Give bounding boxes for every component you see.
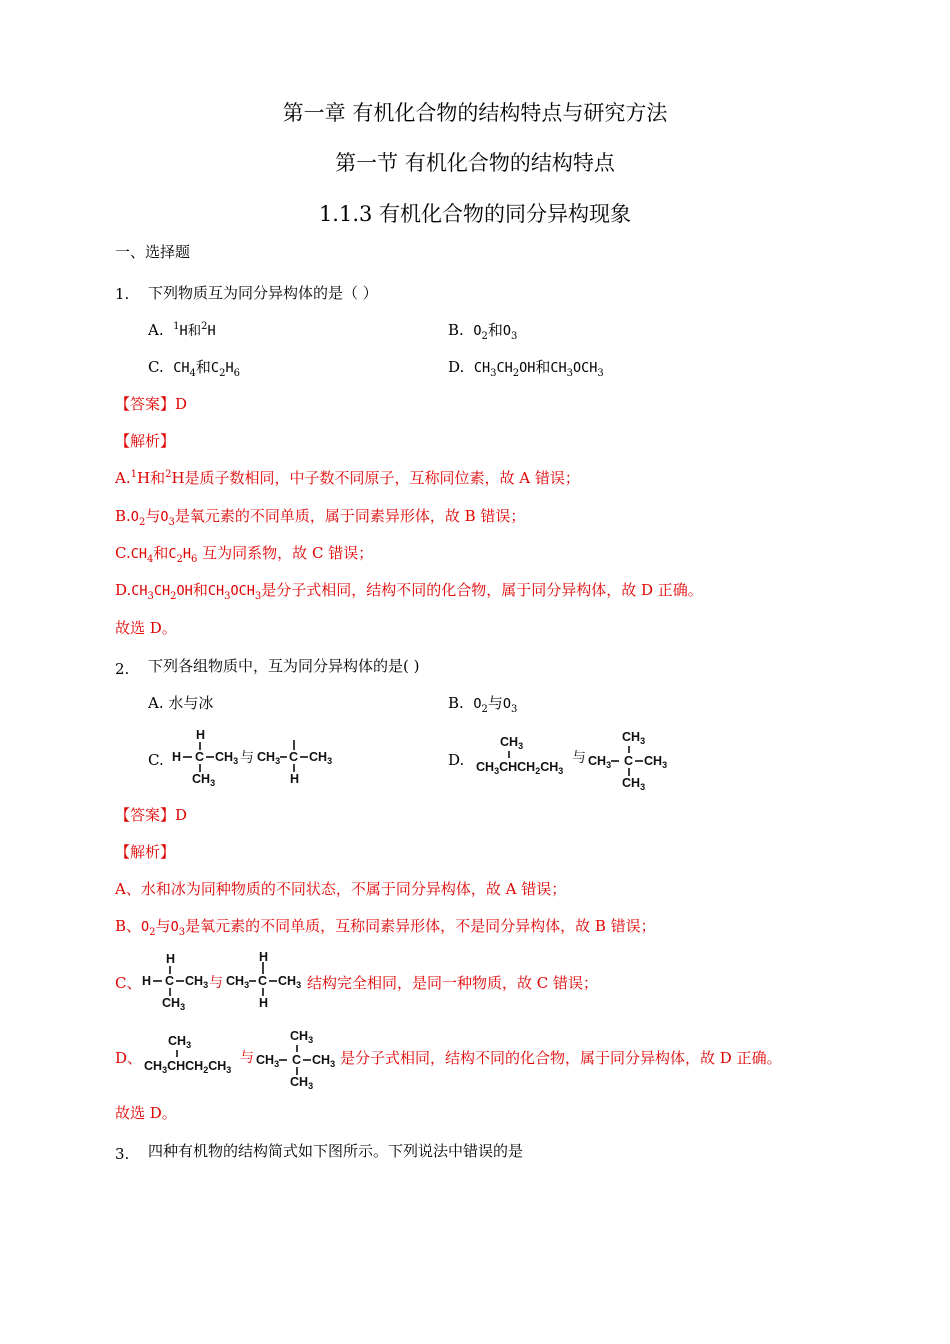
atom-label: $CH_3$ bbox=[622, 776, 646, 792]
question-number: 2. bbox=[115, 660, 130, 678]
explanation-c: $C.CH_4$和$C_2H_6$ 互为同系物，故 C 错误； bbox=[115, 544, 374, 565]
with-label: 与 bbox=[240, 750, 254, 766]
option-d-label: D. bbox=[448, 751, 465, 769]
atom-label: H bbox=[166, 952, 176, 966]
explanation-a: A、水和冰为同种物质的不同状态，不属于同分异构体，故 A 错误； bbox=[115, 880, 567, 898]
explanation-b: $B.O_2$与$O_3$是氧元素的不同单质，属于同素异形体，故 B 错误； bbox=[115, 507, 526, 528]
atom-label: C bbox=[195, 750, 205, 764]
with-label: 与 bbox=[572, 750, 586, 766]
atom-label: $CH_3$ bbox=[226, 974, 250, 990]
question-number: 3. bbox=[115, 1145, 130, 1163]
atom-label: $CH_3$ bbox=[290, 1029, 314, 1045]
atom-label: $CH_3$ bbox=[622, 730, 646, 746]
atom-label: $CH_3$ bbox=[644, 754, 668, 770]
option-a: A. $^1$H和$^2$H bbox=[148, 321, 216, 339]
option-b: B. $O_2$与$O_3$ bbox=[448, 694, 518, 715]
answer: 【答案】D bbox=[115, 395, 188, 413]
option-d-structures bbox=[474, 726, 674, 792]
conclusion: 故选 D。 bbox=[115, 1104, 177, 1122]
atom-label: $CH_3$ bbox=[290, 1075, 314, 1091]
atom-label: C bbox=[258, 974, 268, 988]
atom-label: C bbox=[292, 1053, 302, 1067]
atom-label: $CH_3$ bbox=[588, 754, 612, 770]
atom-label: $CH_3$ bbox=[162, 996, 186, 1012]
atom-label: $CH_3$ bbox=[256, 1053, 280, 1069]
explanation-c-prefix: C、 bbox=[115, 974, 142, 992]
explanation-d: $D.CH_3CH_2OH$和$CH_3OCH_3$是分子式相同，结构不同的化合物，属于同分异构体，故 D 正确。 bbox=[115, 581, 703, 602]
chapter-title: 第一章 有机化合物的结构特点与研究方法 bbox=[282, 101, 668, 125]
atom-label: H bbox=[290, 772, 300, 786]
explanation-d-text: 是分子式相同，结构不同的化合物，属于同分异构体，故 D 正确。 bbox=[340, 1049, 782, 1067]
atom-label: $CH_3$ bbox=[215, 750, 239, 766]
explanation-c-text: 结构完全相同，是同一种物质，故 C 错误； bbox=[307, 974, 599, 992]
option-c-structures bbox=[170, 726, 340, 788]
with-label: 与 bbox=[240, 1050, 254, 1066]
atom-label: $CH_3CHCH_2CH_3$ bbox=[144, 1059, 232, 1075]
lesson-title: 1.1.3 有机化合物的同分异构现象 bbox=[318, 202, 632, 226]
atom-label: $CH_3$ bbox=[312, 1053, 336, 1069]
explanation-d-prefix: D、 bbox=[115, 1049, 143, 1067]
atom-label: C bbox=[289, 750, 299, 764]
explanation-c-structures bbox=[140, 950, 310, 1012]
atom-label: $CH_3$ bbox=[309, 750, 333, 766]
answer: 【答案】D bbox=[115, 806, 188, 824]
option-c-label: C. bbox=[148, 751, 164, 769]
option-c: C. $CH_4$和$C_2H_6$ bbox=[148, 358, 240, 379]
question-stem: 下列各组物质中，互为同分异构体的是( ) bbox=[148, 657, 420, 675]
conclusion: 故选 D。 bbox=[115, 619, 177, 637]
question-number: 1. bbox=[115, 285, 130, 303]
question-stem: 下列物质互为同分异构体的是（ ） bbox=[148, 284, 378, 302]
question-stem: 四种有机物的结构简式如下图所示。下列说法中错误的是 bbox=[148, 1142, 524, 1160]
atom-label: $CH_3$ bbox=[168, 1034, 192, 1050]
atom-label: H bbox=[259, 950, 269, 964]
atom-label: $CH_3$ bbox=[192, 772, 216, 788]
analysis-heading: 【解析】 bbox=[115, 432, 176, 450]
explanation-d-structures bbox=[142, 1025, 342, 1091]
atom-label: H bbox=[259, 996, 269, 1010]
option-a: A. 水与冰 bbox=[148, 694, 214, 712]
atom-label: $CH_3$ bbox=[278, 974, 302, 990]
atom-label: $CH_3CHCH_2CH_3$ bbox=[476, 760, 564, 776]
atom-label: H bbox=[172, 750, 182, 764]
with-label: 与 bbox=[209, 975, 223, 991]
option-b: B. $O_2$和$O_3$ bbox=[448, 321, 518, 342]
atom-label: C bbox=[165, 974, 175, 988]
atom-label: H bbox=[142, 974, 152, 988]
atom-label: $CH_3$ bbox=[500, 735, 524, 751]
atom-label: $CH_3$ bbox=[185, 974, 209, 990]
atom-label: $CH_3$ bbox=[257, 750, 281, 766]
analysis-heading: 【解析】 bbox=[115, 843, 176, 861]
atom-label: H bbox=[196, 728, 206, 742]
option-d: D. $CH_3CH_2OH$和$CH_3OCH_3$ bbox=[448, 358, 604, 379]
part-heading: 一、选择题 bbox=[115, 243, 191, 261]
explanation-b: B、$O_2$与$O_3$是氧元素的不同单质，互称同素异形体，不是同分异构体，故 B 错误； bbox=[115, 917, 656, 938]
section-title: 第一节 有机化合物的结构特点 bbox=[335, 151, 615, 175]
explanation-a: A.$^1$H和$^2$H是质子数相同，中子数不同原子，互称同位素，故 A 错误； bbox=[115, 469, 580, 487]
atom-label: C bbox=[624, 754, 634, 768]
